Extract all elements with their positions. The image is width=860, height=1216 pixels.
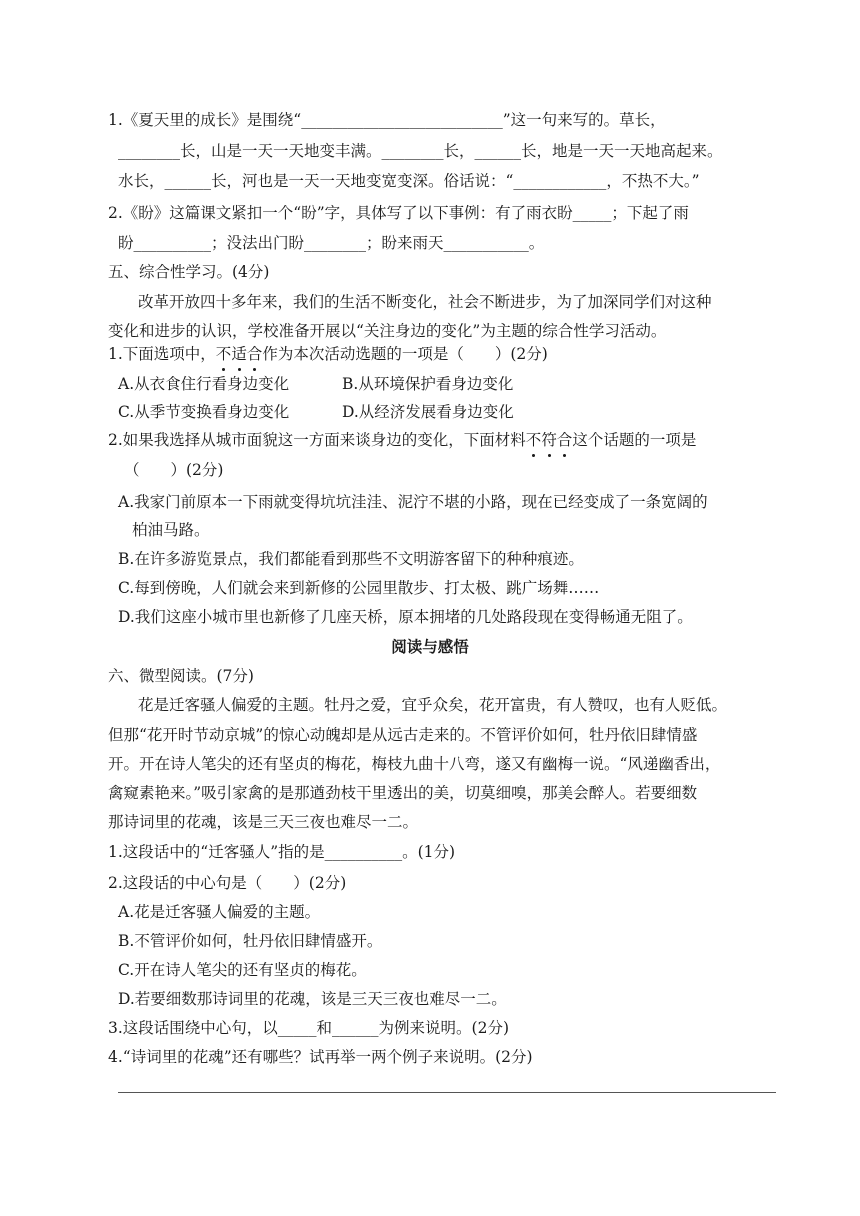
passage-line: 那诗词里的花魂，该是三天三夜也难尽一二。 [108,813,419,831]
section6-q2-option-d: D.若要细数那诗词里的花魂，该是三天三夜也难尽一二。 [118,990,507,1008]
section6-q2-option-a: A.花是迁客骚人偏爱的主题。 [118,903,321,921]
section5-q1-option-a: A.从衣食住行看身边变化 [118,375,290,393]
section5-intro-line2: 变化和进步的认识，学校准备开展以“关注身边的变化”为主题的综合性学习活动。 [108,322,667,340]
section6-q2-option-c: C.开在诗人笔尖的还有坚贞的梅花。 [118,961,367,979]
passage-line: 开。开在诗人笔尖的还有坚贞的梅花，梅枝九曲十八弯，遂又有幽梅一说。“风递幽香出， [108,755,721,773]
passage-line: 但那“花开时节动京城”的惊心动魄却是从远古走来的。不管评价如何，牡丹依旧肆情盛 [108,726,698,744]
emphasis-char: 不 [216,342,232,366]
section5-q1-option-b: B.从环境保护看身边变化 [342,375,514,393]
section5-q2-option-b: B.在许多游览景点，我们都能看到那些不文明游客留下的种种痕迹。 [118,550,584,568]
emphasis-char: 适 [231,342,247,366]
section5-q1-option-c: C.从季节变换看身边变化 [118,403,290,421]
q4-item1-line1: 1.《夏天里的成长》是围绕“__________________________”这一句来写的。草长， [108,111,666,129]
emphasis-char: 合 [557,428,573,452]
section5-q1: 1.下面选项中，不适合作为本次活动选题的一项是（ ）(2分) [108,342,548,366]
section6-q2-option-b: B.不管评价如何，牡丹依旧肆情盛开。 [118,932,383,950]
part-title: 阅读与感悟 [391,638,469,656]
section6-q1: 1.这段话中的“迁客骚人”指的是__________。(1分) [108,843,456,861]
section5-q2: 2.如果我选择从城市面貌这一方面来谈身边的变化，下面材料不符合这个话题的一项是 [108,428,696,452]
answer-line [118,1092,776,1093]
q4-item2-line2: 盼__________；没法出门盼________；盼来雨天___________。 [118,234,545,252]
q4-item1-line2: ________长，山是一天一天地变丰满。________长，______长，地是一天一天地高起来。 [118,142,723,160]
passage-line: 禽窥素艳来。”吸引家禽的是那遒劲枝干里透出的美，切莫细嗅，那美会醉人。若要细数 [108,784,698,802]
emphasis-char: 符 [541,428,557,452]
emphasis-char: 不 [526,428,542,452]
section6-q2: 2.这段话的中心句是（ ）(2分) [108,874,347,892]
section5-q2-option-c: C.每到傍晚，人们就会来到新修的公园里散步、打太极、跳广场舞…… [118,579,600,597]
section5-q2-line2: （ ）(2分) [124,461,224,479]
section5-q2-option-a-line1: A.我家门前原本一下雨就变得坑坑洼洼、泥泞不堪的小路，现在已经变成了一条宽阔的 [118,493,708,511]
q4-item2-line1: 2.《盼》这篇课文紧扣一个“盼”字，具体写了以下事例：有了雨衣盼_____；下起了雨 [108,204,689,222]
section5-q2-option-d: D.我们这座小城市里也新修了几座天桥，原本拥堵的几处路段现在变得畅通无阻了。 [118,608,693,626]
passage-line: 花是迁客骚人偏爱的主题。牡丹之爱，宜乎众矣，花开富贵，有人赞叹，也有人贬低。 [138,696,728,714]
section6-q4: 4.“诗词里的花魂”还有哪些？试再举一两个例子来说明。(2分) [108,1048,533,1066]
section5-heading: 五、综合性学习。(4分) [108,263,270,281]
section5-q1-option-d: D.从经济发展看身边变化 [342,403,514,421]
q4-item1-line3: 水长，______长，河也是一天一天地变宽变深。俗话说：“____________，不热不大。” [118,172,700,190]
section5-q2-option-a-line2: 柏油马路。 [132,521,210,539]
section5-intro-line1: 改革开放四十多年来，我们的生活不断变化，社会不断进步，为了加深同学们对这种 [138,293,712,311]
section6-heading: 六、微型阅读。(7分) [108,667,254,685]
section6-q3: 3.这段话围绕中心句，以_____和______为例来说明。(2分) [108,1019,509,1037]
emphasis-char: 合 [247,342,263,366]
